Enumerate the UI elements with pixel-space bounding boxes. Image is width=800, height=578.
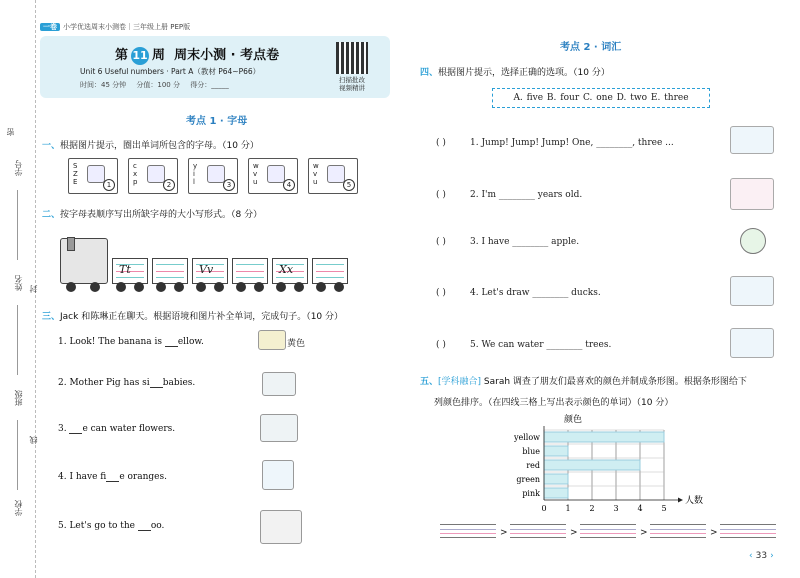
question-text: 根据图片提示，选择正确的选项。（10 分） (438, 68, 610, 78)
question-number: 一、 (42, 141, 61, 151)
question-text: 根据图片提示，圈出单词所包含的字母。（10 分） (60, 141, 259, 151)
children-jumping-icon (730, 126, 774, 154)
vase-picture-icon (267, 165, 285, 183)
got-label: 得分：_____ (190, 81, 229, 89)
oranges-picture-icon (262, 460, 294, 490)
trees-icon (730, 328, 774, 358)
x-axis-arrow-icon (678, 498, 683, 503)
sentence-4: 4. I have fi e oranges. (58, 472, 167, 482)
card-letters: c x p (133, 162, 138, 186)
bar-red (544, 460, 640, 470)
question-5 (420, 374, 747, 387)
binding-margin (0, 0, 36, 578)
apple-icon (740, 228, 766, 254)
category-label: red (526, 461, 540, 470)
wheel-icon (254, 282, 264, 292)
card-number: 3 (223, 179, 235, 191)
banana-picture-icon (258, 330, 286, 350)
qr-code[interactable] (336, 42, 368, 74)
page-number (746, 551, 777, 561)
wheel-icon (294, 282, 304, 292)
school-label: 学校 (14, 500, 23, 516)
series-name: 小学优选周末小测卷｜三年级上册 PEP版 (63, 23, 191, 31)
children-picture-icon (260, 414, 298, 442)
name-label: 姓名 (14, 275, 23, 291)
category-label: blue (522, 447, 540, 456)
ducks-icon (730, 276, 774, 306)
answer-paren[interactable]: ( ) (436, 237, 446, 247)
category-label: green (516, 475, 540, 484)
question-number: 三、 (42, 312, 61, 322)
wagon-letters: Vv (199, 263, 214, 276)
train-engine-icon (60, 238, 108, 284)
letter-card-2[interactable] (128, 158, 178, 194)
student-no-label: 学号 (14, 160, 23, 176)
alphabet-train (60, 228, 390, 298)
letter-card-4[interactable] (248, 158, 298, 194)
choice-item-3: ( ) 3. I have ________ apple. (436, 237, 580, 247)
qr-caption: 扫描批改 视频精讲 (339, 76, 365, 92)
tick-label: 0 (541, 504, 547, 512)
page-number-value: 33 (755, 551, 768, 561)
snail-picture-icon (207, 165, 225, 183)
category-label: yellow (513, 433, 540, 442)
wheel-icon (66, 282, 76, 292)
time-label: 时间：45 分钟 (80, 81, 127, 89)
bar-green (544, 474, 568, 484)
train-wagon[interactable] (152, 258, 188, 284)
blank-input[interactable] (138, 522, 151, 531)
answer-paren[interactable]: ( ) (436, 340, 446, 350)
question-4 (420, 65, 610, 78)
truck-picture-icon (327, 165, 345, 183)
card-number: 1 (103, 179, 115, 191)
sentence-1: 1. Look! The banana is ellow. (58, 337, 204, 347)
train-wagon[interactable] (192, 258, 228, 284)
card-letters: w v u (253, 162, 259, 186)
series-line (40, 22, 190, 32)
question-number: 四、 (420, 68, 439, 78)
category-label: pink (522, 489, 540, 498)
bar-yellow (544, 432, 664, 442)
answer-paren[interactable]: ( ) (436, 288, 446, 298)
next-arrow-icon[interactable]: › (770, 551, 774, 561)
box-picture-icon (147, 165, 165, 183)
choice-item-1: ( ) 1. Jump! Jump! Jump! One, ________, three ... (436, 138, 674, 148)
wheel-icon (156, 282, 166, 292)
yellow-note: 黄色 (287, 339, 306, 349)
greater-than-sign: > (640, 528, 648, 538)
card-letters: w v u (313, 162, 319, 186)
chart-title: 颜色 (564, 415, 583, 425)
blank-input[interactable] (69, 425, 82, 434)
pigs-picture-icon (262, 372, 296, 396)
question-number: 二、 (42, 210, 61, 220)
answer-box-3[interactable] (580, 524, 636, 538)
wheel-icon (276, 282, 286, 292)
tick-label: 1 (565, 504, 571, 512)
choice-item-4: ( ) 4. Let's draw ________ ducks. (436, 288, 601, 298)
wheel-icon (236, 282, 246, 292)
seal-char-2: 封 (29, 285, 38, 293)
meta-line (80, 80, 237, 90)
letter-card-3[interactable] (188, 158, 238, 194)
train-wagon[interactable] (312, 258, 348, 284)
train-wagon[interactable] (112, 258, 148, 284)
question-text: 按字母表顺序写出所缺字母的大小写形式。（8 分） (60, 210, 263, 220)
answer-paren[interactable]: ( ) (436, 138, 446, 148)
train-wagon[interactable] (272, 258, 308, 284)
tick-label: 2 (589, 504, 595, 512)
letter-card-5[interactable] (308, 158, 358, 194)
letter-card-1[interactable] (68, 158, 118, 194)
train-wagon[interactable] (232, 258, 268, 284)
margin-line (17, 420, 18, 490)
card-number: 5 (343, 179, 355, 191)
blank-input[interactable] (150, 379, 163, 388)
wheel-icon (196, 282, 206, 292)
question-1 (42, 138, 259, 151)
choice-item-5: ( ) 5. We can water ________ trees. (436, 340, 612, 350)
sentence-5: 5. Let's go to the oo. (58, 521, 165, 531)
bar-blue (544, 446, 568, 456)
zoo-picture-icon (260, 510, 302, 544)
answer-paren[interactable]: ( ) (436, 190, 446, 200)
margin-line (17, 305, 18, 375)
blank-input[interactable] (106, 473, 119, 482)
card-letters: S Z E (73, 162, 78, 186)
bar-pink (544, 488, 568, 498)
choice-item-2: ( ) 2. I'm ________ years old. (436, 190, 583, 200)
page-title (115, 44, 279, 65)
wheel-icon (316, 282, 326, 292)
wheel-icon (134, 282, 144, 292)
birthday-cake-icon (730, 178, 774, 210)
section-heading-letters: 考点 1 · 字母 (186, 116, 248, 127)
margin-line (17, 190, 18, 260)
week-number-badge: 11 (131, 47, 149, 65)
x-axis-label: 人数 (685, 496, 704, 506)
title-box (40, 36, 390, 98)
color-bar-chart (510, 412, 710, 512)
greater-than-sign: > (500, 528, 508, 538)
question-number: 五、 (420, 377, 439, 387)
tick-label: 4 (637, 504, 643, 512)
sentence-3: 3. e can water flowers. (58, 424, 176, 434)
section-heading-vocab: 考点 2 · 词汇 (560, 42, 622, 53)
wheel-icon (90, 282, 100, 292)
question-5-line2: 列颜色排序。（在四线三格上写出表示颜色的单词）（10 分） (434, 398, 674, 408)
chimney-icon (67, 237, 75, 251)
question-text: Jack 和陈琳正在聊天。根据语境和图片补全单词，完成句子。（10 分） (60, 312, 344, 322)
tick-label: 5 (661, 504, 667, 512)
blank-input[interactable] (165, 338, 178, 347)
card-number: 4 (283, 179, 295, 191)
unit-subtitle: Unit 6 Useful numbers · Part A（教材 P64~P66） (80, 67, 261, 76)
question-text: Sarah 调查了朋友们最喜欢的颜色并制成条形图。根据条形图给下 (483, 377, 747, 387)
series-tag: 一卷 (40, 23, 60, 31)
greater-than-sign: > (710, 528, 718, 538)
card-number: 2 (163, 179, 175, 191)
answer-box-2[interactable] (510, 524, 566, 538)
wheel-icon (116, 282, 126, 292)
answer-box-4[interactable] (650, 524, 706, 538)
greater-than-sign: > (570, 528, 578, 538)
question-2 (42, 207, 262, 220)
options-box: A. five B. four C. one D. two E. three (492, 88, 710, 108)
week-suffix: 周 (152, 48, 166, 63)
tick-label: 3 (613, 504, 619, 512)
question-tag: [学科融合] (438, 377, 482, 387)
score-label: 分值：100 分 (136, 81, 180, 89)
class-label: 班级 (14, 390, 23, 406)
wheel-icon (174, 282, 184, 292)
card-letters: y i l (193, 162, 198, 186)
wagon-letters: Tt (119, 263, 131, 276)
title-main: 周末小测 · 考点卷 (174, 48, 280, 63)
seal-char-3: 线 (29, 436, 38, 444)
sentence-2: 2. Mother Pig has si babies. (58, 378, 196, 388)
prev-arrow-icon[interactable]: ‹ (749, 551, 753, 561)
wheel-icon (214, 282, 224, 292)
answer-box-5[interactable] (720, 524, 776, 538)
week-prefix: 第 (115, 48, 129, 63)
answer-box-1[interactable] (440, 524, 496, 538)
seal-char-1: 密 (6, 128, 15, 136)
wagon-letters: Xx (279, 263, 294, 276)
cat-picture-icon (87, 165, 105, 183)
wheel-icon (334, 282, 344, 292)
question-3 (42, 309, 343, 322)
